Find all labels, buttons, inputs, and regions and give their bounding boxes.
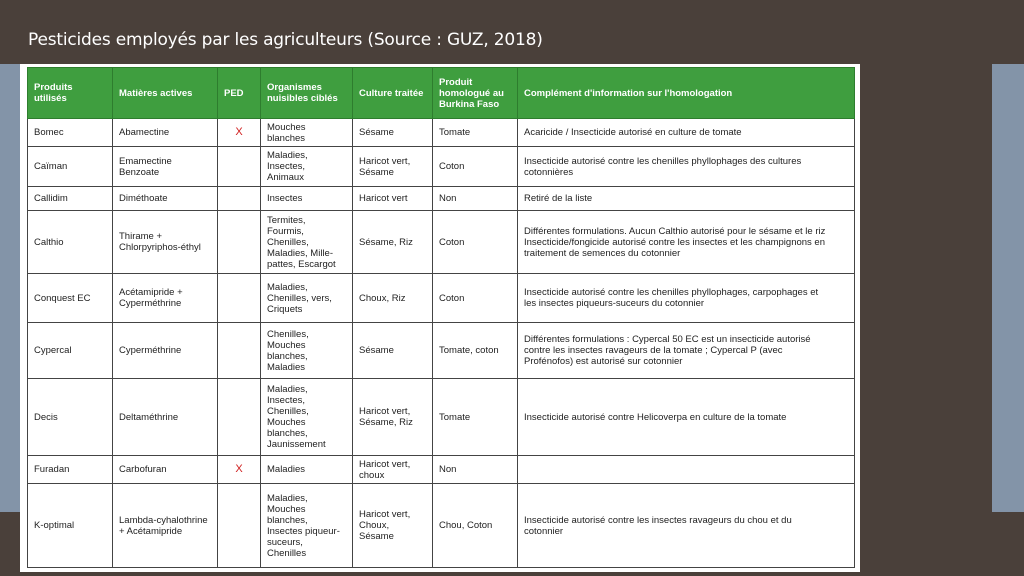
table-row <box>28 456 855 484</box>
cell-homologue: Non <box>433 456 518 484</box>
cell-culture: Haricot vert, Sésame, Riz <box>353 379 433 456</box>
cell-produit: Calthio <box>28 211 113 274</box>
cell-organismes: Maladies, Insectes, Animaux <box>261 147 353 187</box>
cell-ped <box>218 147 261 187</box>
slide-title: Pesticides employés par les agriculteurs (Source : GUZ, 2018) <box>28 30 543 50</box>
cell-culture: Haricot vert, choux <box>353 456 433 484</box>
table-sheet <box>20 64 860 572</box>
table-header-row <box>28 68 855 119</box>
cell-homologue: Tomate <box>433 379 518 456</box>
cell-organismes: Maladies, Mouches blanches, Insectes piqueur- suceurs, Chenilles <box>261 484 353 568</box>
cell-produit: Caïman <box>28 147 113 187</box>
header-organismes: Organismes nuisibles ciblés <box>261 68 353 119</box>
table-row <box>28 211 855 274</box>
cell-culture: Sésame <box>353 119 433 147</box>
cell-matiere: Abamectine <box>113 119 218 147</box>
cell-homologue: Chou, Coton <box>433 484 518 568</box>
header-produits: Produits utilisés <box>28 68 113 119</box>
cell-organismes: Chenilles, Mouches blanches, Maladies <box>261 323 353 379</box>
cell-complement: Acaricide / Insecticide autorisé en culture de tomate <box>518 119 855 147</box>
cell-ped <box>218 211 261 274</box>
cell-complement: Différentes formulations. Aucun Calthio autorisé pour le sésame et le riz Insecticide/fongicide autorisé contre les insectes et les champignons en traitement de semences du cotonnier <box>518 211 855 274</box>
header-ped: PED <box>218 68 261 119</box>
cell-matiere: Emamectine Benzoate <box>113 147 218 187</box>
cell-ped <box>218 274 261 323</box>
cell-ped <box>218 484 261 568</box>
header-matieres: Matières actives <box>113 68 218 119</box>
header-homologue: Produit homologué au Burkina Faso <box>433 68 518 119</box>
left-decor-band <box>0 64 20 512</box>
cell-organismes: Maladies <box>261 456 353 484</box>
header-culture: Culture traitée <box>353 68 433 119</box>
cell-matiere: Deltaméthrine <box>113 379 218 456</box>
cell-organismes: Maladies, Insectes, Chenilles, Mouches blanches, Jaunissement <box>261 379 353 456</box>
cell-culture: Sésame <box>353 323 433 379</box>
table-row <box>28 147 855 187</box>
table-row <box>28 187 855 211</box>
cell-matiere: Carbofuran <box>113 456 218 484</box>
cell-ped: X <box>218 456 261 484</box>
cell-ped <box>218 187 261 211</box>
cell-produit: Callidim <box>28 187 113 211</box>
cell-culture: Choux, Riz <box>353 274 433 323</box>
cell-matiere: Lambda-cyhalothrine + Acétamipride <box>113 484 218 568</box>
table-row <box>28 379 855 456</box>
cell-complement: Insecticide autorisé contre les chenilles phyllophages, carpophages et les insectes piqueurs-suceurs du cotonnier <box>518 274 855 323</box>
cell-produit: Conquest EC <box>28 274 113 323</box>
cell-complement: Insecticide autorisé contre Helicoverpa en culture de la tomate <box>518 379 855 456</box>
header-complement: Complément d'information sur l'homologation <box>518 68 855 119</box>
cell-organismes: Maladies, Chenilles, vers, Criquets <box>261 274 353 323</box>
table-row <box>28 119 855 147</box>
cell-homologue: Tomate, coton <box>433 323 518 379</box>
cell-culture: Sésame, Riz <box>353 211 433 274</box>
cell-ped <box>218 379 261 456</box>
cell-organismes: Mouches blanches <box>261 119 353 147</box>
cell-complement: Retiré de la liste <box>518 187 855 211</box>
cell-organismes: Insectes <box>261 187 353 211</box>
cell-produit: K-optimal <box>28 484 113 568</box>
cell-matiere: Thirame + Chlorpyriphos-éthyl <box>113 211 218 274</box>
cell-ped: X <box>218 119 261 147</box>
cell-homologue: Coton <box>433 274 518 323</box>
table-row <box>28 484 855 568</box>
cell-homologue: Tomate <box>433 119 518 147</box>
cell-culture: Haricot vert <box>353 187 433 211</box>
pesticides-table <box>27 67 855 568</box>
cell-homologue: Coton <box>433 211 518 274</box>
cell-organismes: Termites, Fourmis, Chenilles, Maladies, Mille- pattes, Escargot <box>261 211 353 274</box>
cell-complement: Insecticide autorisé contre les insectes ravageurs du chou et du cotonnier <box>518 484 855 568</box>
table-row <box>28 274 855 323</box>
cell-produit: Bomec <box>28 119 113 147</box>
right-decor-band <box>992 64 1024 512</box>
cell-matiere: Cyperméthrine <box>113 323 218 379</box>
cell-produit: Cypercal <box>28 323 113 379</box>
cell-complement: Différentes formulations : Cypercal 50 EC est un insecticide autorisé contre les insectes ravageurs de la tomate ; Cypercal P (avec Profénofos) est autorisé sur cotonnier <box>518 323 855 379</box>
cell-ped <box>218 323 261 379</box>
cell-complement: Insecticide autorisé contre les chenilles phyllophages des cultures cotonnières <box>518 147 855 187</box>
cell-matiere: Acétamipride + Cyperméthrine <box>113 274 218 323</box>
cell-homologue: Non <box>433 187 518 211</box>
cell-complement <box>518 456 855 484</box>
cell-produit: Furadan <box>28 456 113 484</box>
cell-culture: Haricot vert, Choux, Sésame <box>353 484 433 568</box>
cell-produit: Decis <box>28 379 113 456</box>
cell-matiere: Diméthoate <box>113 187 218 211</box>
table-row <box>28 323 855 379</box>
cell-culture: Haricot vert, Sésame <box>353 147 433 187</box>
cell-homologue: Coton <box>433 147 518 187</box>
